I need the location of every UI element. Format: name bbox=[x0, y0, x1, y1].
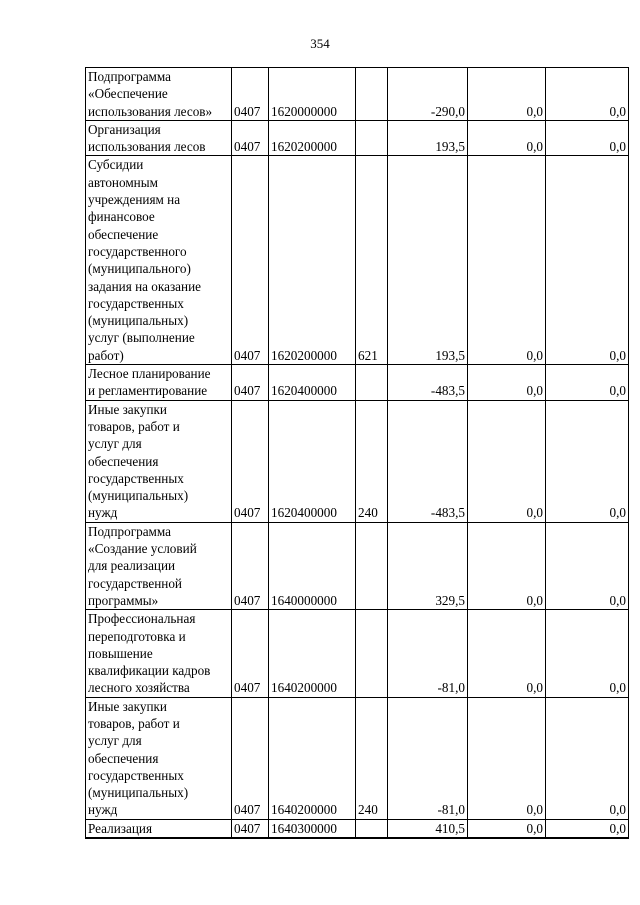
section-code-cell: 0407 bbox=[232, 697, 269, 819]
target-article-cell: 1640200000 bbox=[269, 697, 356, 819]
expense-type-cell: 240 bbox=[356, 400, 388, 522]
amount-1-cell: 329,5 bbox=[388, 522, 468, 609]
amount-2-cell: 0,0 bbox=[468, 610, 546, 697]
table-row bbox=[86, 610, 629, 697]
section-code-cell: 0407 bbox=[232, 522, 269, 609]
amount-3-cell: 0,0 bbox=[546, 156, 629, 365]
table-row bbox=[86, 522, 629, 609]
section-code-cell: 0407 bbox=[232, 365, 269, 401]
row-name-cell: Реализация bbox=[86, 819, 232, 838]
table-row bbox=[86, 697, 629, 819]
target-article-cell: 1620400000 bbox=[269, 365, 356, 401]
row-name-cell: Подпрограмма «Создание условий для реализации государственной программы» bbox=[86, 522, 232, 609]
expense-type-cell bbox=[356, 365, 388, 401]
target-article-cell: 1620200000 bbox=[269, 156, 356, 365]
amount-3-cell: 0,0 bbox=[546, 120, 629, 156]
section-code-cell: 0407 bbox=[232, 120, 269, 156]
target-article-cell: 1620000000 bbox=[269, 68, 356, 121]
target-article-cell: 1620400000 bbox=[269, 400, 356, 522]
amount-1-cell: 193,5 bbox=[388, 156, 468, 365]
expense-type-cell bbox=[356, 610, 388, 697]
amount-1-cell: -81,0 bbox=[388, 697, 468, 819]
amount-2-cell: 0,0 bbox=[468, 68, 546, 121]
row-name-cell: Субсидии автономным учреждениям на финансовое обеспечение государственного (муниципального) задания на оказание государственных (муниципальных) услуг (выполнение работ) bbox=[86, 156, 232, 365]
target-article-cell: 1640300000 bbox=[269, 819, 356, 838]
page-number: 354 bbox=[310, 36, 330, 51]
amount-2-cell: 0,0 bbox=[468, 400, 546, 522]
amount-3-cell: 0,0 bbox=[546, 365, 629, 401]
amount-1-cell: 410,5 bbox=[388, 819, 468, 838]
target-article-cell: 1640000000 bbox=[269, 522, 356, 609]
expense-type-cell bbox=[356, 819, 388, 838]
amount-3-cell: 0,0 bbox=[546, 400, 629, 522]
amount-2-cell: 0,0 bbox=[468, 120, 546, 156]
amount-2-cell: 0,0 bbox=[468, 522, 546, 609]
expense-type-cell: 621 bbox=[356, 156, 388, 365]
row-name-cell: Иные закупки товаров, работ и услуг для обеспечения государственных (муниципальных) нужд bbox=[86, 697, 232, 819]
section-code-cell: 0407 bbox=[232, 610, 269, 697]
table-row bbox=[86, 156, 629, 365]
row-name-cell: Организация использования лесов bbox=[86, 120, 232, 156]
amount-3-cell: 0,0 bbox=[546, 697, 629, 819]
section-code-cell: 0407 bbox=[232, 68, 269, 121]
table-row bbox=[86, 68, 629, 121]
amount-1-cell: -483,5 bbox=[388, 365, 468, 401]
expense-type-cell bbox=[356, 522, 388, 609]
amount-1-cell: -81,0 bbox=[388, 610, 468, 697]
budget-table-body bbox=[86, 68, 629, 839]
row-name-cell: Подпрограмма «Обеспечение использования лесов» bbox=[86, 68, 232, 121]
target-article-cell: 1640200000 bbox=[269, 610, 356, 697]
budget-table bbox=[85, 67, 629, 839]
row-name-cell: Профессиональная переподготовка и повышение квалификации кадров лесного хозяйства bbox=[86, 610, 232, 697]
amount-1-cell: -483,5 bbox=[388, 400, 468, 522]
table-row bbox=[86, 819, 629, 838]
amount-2-cell: 0,0 bbox=[468, 697, 546, 819]
expense-type-cell bbox=[356, 68, 388, 121]
amount-2-cell: 0,0 bbox=[468, 819, 546, 838]
amount-3-cell: 0,0 bbox=[546, 819, 629, 838]
section-code-cell: 0407 bbox=[232, 400, 269, 522]
table-row bbox=[86, 400, 629, 522]
amount-2-cell: 0,0 bbox=[468, 156, 546, 365]
section-code-cell: 0407 bbox=[232, 819, 269, 838]
table-row bbox=[86, 365, 629, 401]
amount-1-cell: 193,5 bbox=[388, 120, 468, 156]
target-article-cell: 1620200000 bbox=[269, 120, 356, 156]
expense-type-cell: 240 bbox=[356, 697, 388, 819]
row-name-cell: Лесное планирование и регламентирование bbox=[86, 365, 232, 401]
amount-3-cell: 0,0 bbox=[546, 522, 629, 609]
amount-3-cell: 0,0 bbox=[546, 610, 629, 697]
amount-3-cell: 0,0 bbox=[546, 68, 629, 121]
expense-type-cell bbox=[356, 120, 388, 156]
amount-2-cell: 0,0 bbox=[468, 365, 546, 401]
table-row bbox=[86, 120, 629, 156]
section-code-cell: 0407 bbox=[232, 156, 269, 365]
amount-1-cell: -290,0 bbox=[388, 68, 468, 121]
row-name-cell: Иные закупки товаров, работ и услуг для обеспечения государственных (муниципальных) нужд bbox=[86, 400, 232, 522]
